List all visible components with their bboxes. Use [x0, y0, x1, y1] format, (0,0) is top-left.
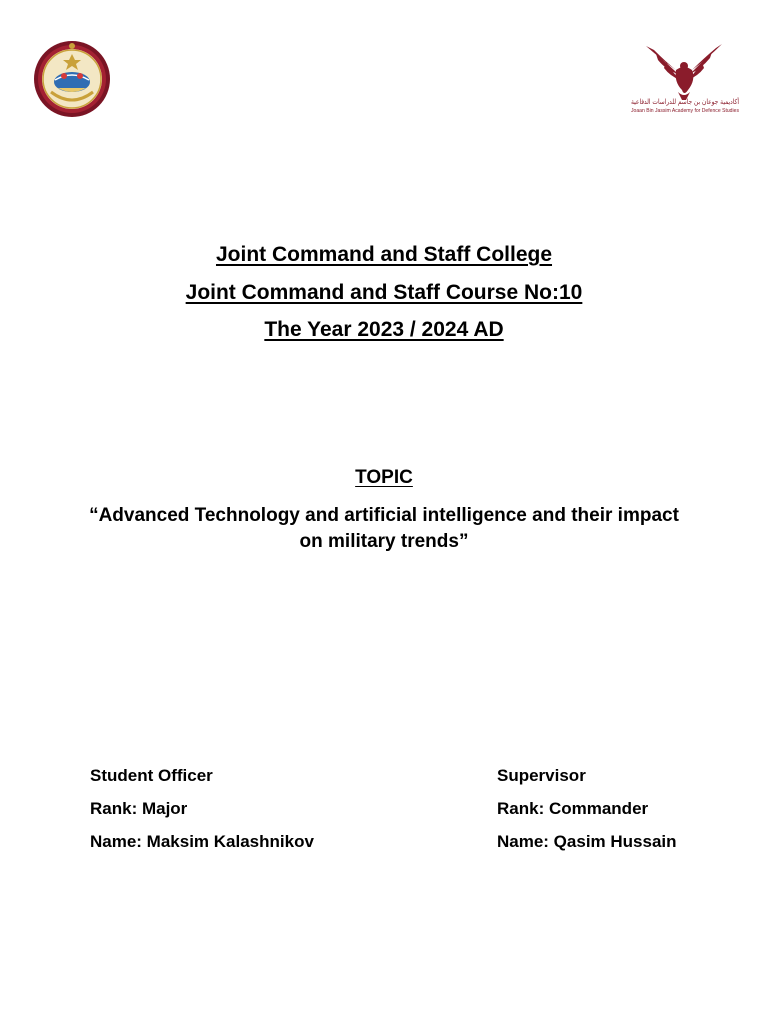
student-officer-name: Name: Maksim Kalashnikov — [90, 832, 314, 851]
supervisor-name: Name: Qasim Hussain — [497, 832, 677, 851]
course-title: Joint Command and Staff Course No:10 — [185, 280, 583, 304]
academic-year: The Year 2023 / 2024 AD — [264, 318, 504, 341]
college-title: Joint Command and Staff College — [215, 243, 553, 266]
supervisor-title: Supervisor — [497, 766, 586, 785]
academy-falcon-logo-icon — [626, 40, 760, 116]
student-officer-rank: Rank: Major — [90, 799, 188, 818]
academy-logo — [626, 40, 760, 116]
academy-wordmark-ar: أكاديمية جوعان بن جاسم للدراسات الدفاعية — [631, 98, 760, 106]
student-officer-title: Student Officer — [90, 766, 213, 785]
topic-text: “Advanced Technology and artificial intelligence and their impact on military trends” — [89, 505, 679, 552]
topic-section — [0, 466, 768, 555]
topic-label: TOPIC — [355, 467, 413, 488]
college-seal-logo — [31, 40, 113, 118]
college-seal-icon — [31, 40, 113, 118]
supervisor-info — [497, 759, 677, 858]
course-heading — [0, 236, 768, 349]
academy-wordmark-en: Joaan Bin Jassim Academy for Defence Studies — [631, 108, 740, 114]
student-officer-info — [90, 759, 314, 858]
supervisor-rank: Rank: Commander — [497, 799, 649, 818]
